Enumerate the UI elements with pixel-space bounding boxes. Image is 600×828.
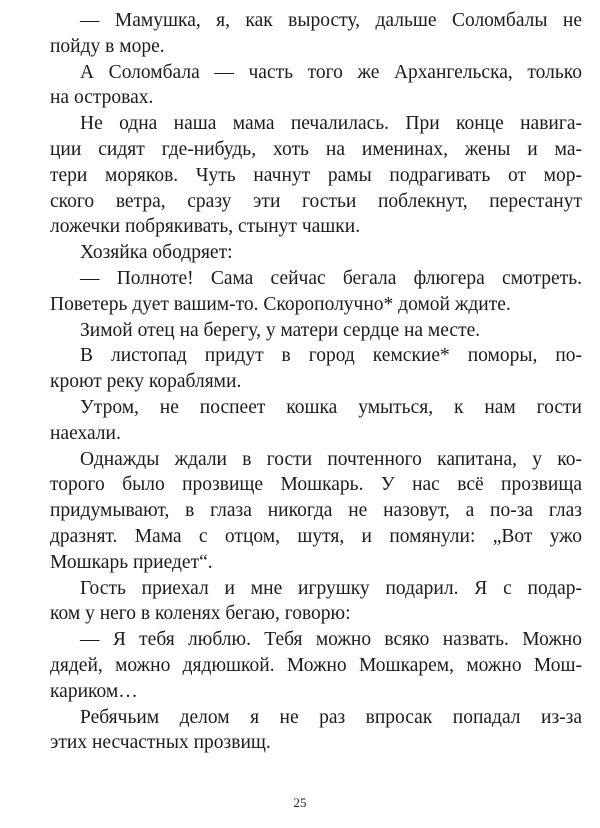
text-line: Мошкарь приедет“.: [50, 551, 213, 573]
paragraph: [50, 447, 582, 576]
text-line: пойду в море.: [50, 35, 165, 57]
text-line: Утром, не поспеет кошка умыться, к нам гости: [80, 396, 582, 418]
book-page-text: [50, 8, 582, 756]
paragraph: [50, 266, 582, 318]
page-number: 25: [293, 795, 307, 810]
text-line: — Полноте! Сама сейчас бегала флюгера смотреть.: [80, 267, 582, 289]
paragraph: [50, 8, 582, 60]
text-line: — Я тебя люблю. Тебя можно всяко назвать. Можно: [80, 629, 582, 651]
paragraph: [50, 395, 582, 447]
text-line: ложечки побрякивать, стынут чашки.: [50, 216, 361, 238]
text-line: Однажды ждали в гости почтенного капитана, у ко-: [80, 448, 582, 470]
text-line: Зимой отец на берегу, у матери сердце на месте.: [80, 319, 481, 341]
text-line: тери моряков. Чуть начнут рамы подрагивать от мор-: [50, 164, 582, 186]
text-line: на островах.: [50, 87, 154, 109]
paragraph: [50, 318, 582, 344]
text-line: дядей, можно дядюшкой. Можно Мошкарем, можно Мош-: [50, 654, 582, 676]
text-line: дразнят. Мама с отцом, шутя, и помянули: „Вот ужо: [50, 525, 582, 547]
text-line: Гость приехал и мне игрушку подарил. Я с подар-: [80, 577, 582, 599]
text-line: ции сидят где-нибудь, хоть на именинах, жены и ма-: [50, 138, 582, 160]
paragraph: [50, 627, 582, 704]
text-line: наехали.: [50, 422, 121, 444]
text-line: Хозяйка ободряет:: [80, 242, 233, 264]
text-line: ского ветра, сразу эти гостьи поблекнут, перестанут: [50, 190, 582, 212]
paragraph: [50, 705, 582, 757]
text-line: этих несчастных прозвищ.: [50, 732, 271, 754]
text-line: В листопад придут в город кемские* поморы, по-: [80, 345, 582, 367]
text-line: Ребячьим делом я не раз впросак попадал из-за: [80, 706, 582, 728]
text-line: — Мамушка, я, как выросту, дальше Соломбалы не: [80, 10, 582, 31]
text-line: кариком…: [50, 680, 138, 702]
text-line: Поветерь дует вашим-то. Скорополучно* домой ждите.: [50, 293, 511, 315]
paragraph: [50, 60, 582, 112]
text-line: ком у него в коленях бегаю, говорю:: [50, 603, 351, 625]
text-line: торого было прозвище Мошкарь. У нас всё прозвища: [50, 474, 582, 496]
paragraph: [50, 111, 582, 240]
text-line: кроют реку кораблями.: [50, 371, 242, 393]
text-line: А Соломбала — часть того же Архангельска, только: [80, 61, 582, 83]
text-line: придумывают, в глаза никогда не назовут, а по-за глаз: [50, 500, 582, 522]
text-line: Не одна наша мама печалилась. При конце навига-: [80, 113, 582, 135]
paragraph: [50, 240, 582, 266]
paragraph: [50, 576, 582, 628]
paragraph: [50, 343, 582, 395]
